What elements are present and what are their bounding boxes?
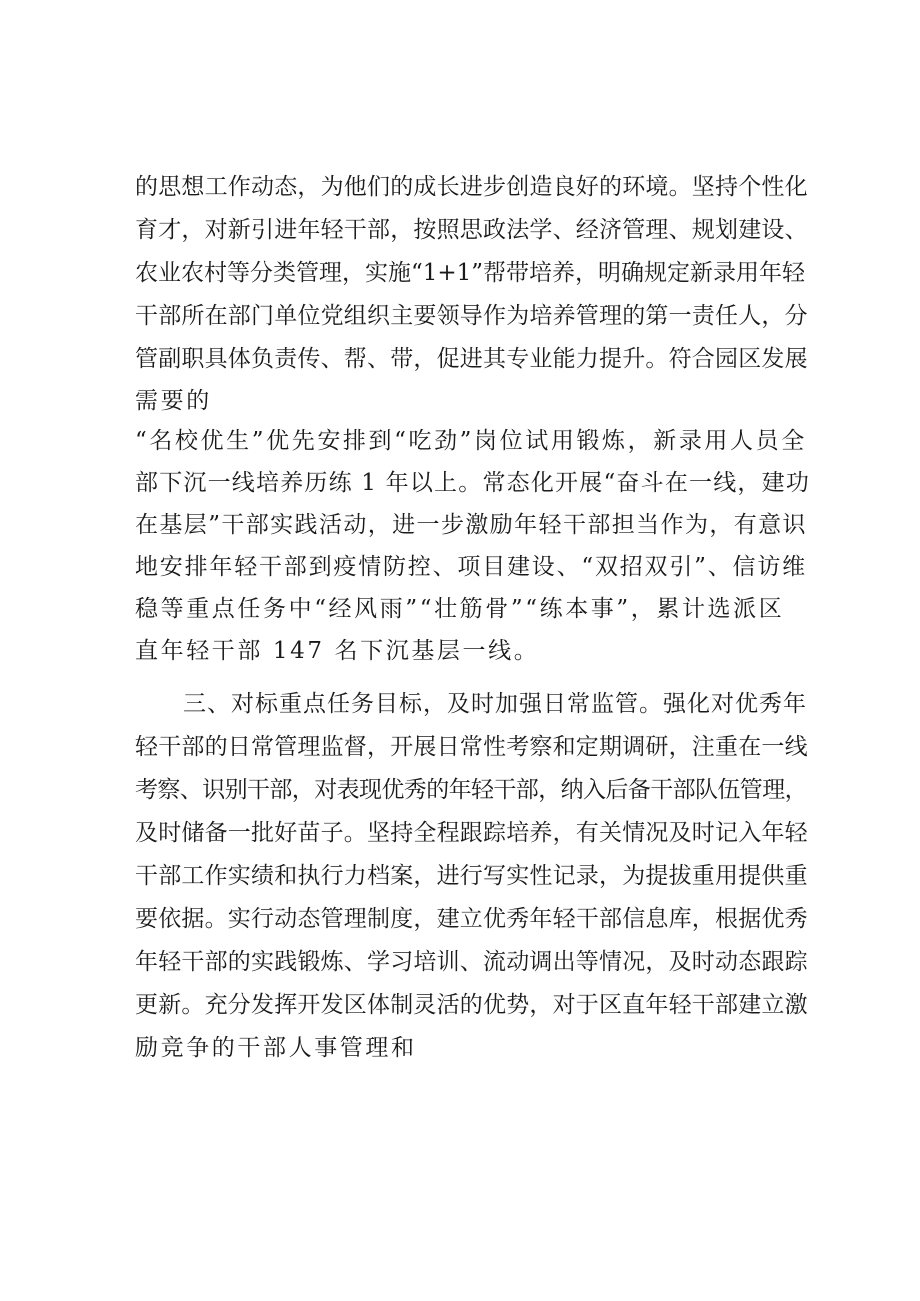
text-line: 农业农村等分类管理，实施“1+1”帮带培养，明确规定新录用年轻 [135,260,806,286]
text-line: 稳等重点任务中“经风雨”“壮筋骨”“练本事”，累计选派区 [135,596,785,622]
text-line: 励竞争的干部人事管理和 [135,1035,417,1061]
text-line: “名校优生”优先安排到“吃劲”岗位试用锻炼，新录用人员全 [135,428,807,454]
text-line: 考察、识别干部，对表现优秀的年轻干部，纳入后备干部队伍管理， [135,777,808,803]
text-line: 直年轻干部 147 名下沉基层一线。 [135,638,540,664]
text-line: 及时储备一批好苗子。坚持全程跟踪培养，有关情况及时记入年轻 [135,820,808,846]
text-line: 干部所在部门单位党组织主要领导作为培养管理的第一责任人，分 [135,303,808,329]
text-line: 育才，对新引进年轻干部，按照思政法学、经济管理、规划建设、 [135,217,808,243]
text-line: 需要的 [135,388,212,414]
text-line: 地安排年轻干部到疫情防控、项目建设、“双招双引”、信访维 [135,554,807,580]
text-line: 干部工作实绩和执行力档案，进行写实性记录，为提拔重用提供重 [135,863,808,889]
text-line: 部下沉一线培养历练 1 年以上。常态化开展“奋斗在一线，建功 [135,470,811,496]
text-line: 三、对标重点任务目标，及时加强日常监管。强化对优秀年 [135,691,807,717]
text-line: 在基层”干部实践活动，进一步激励年轻干部担当作为，有意识 [135,512,807,538]
text-line: 年轻干部的实践锻炼、学习培训、流动调出等情况，及时动态跟踪 [135,949,808,975]
text-line: 更新。充分发挥开发区体制灵活的优势，对于区直年轻干部建立激 [135,992,808,1018]
text-line: 要依据。实行动态管理制度，建立优秀年轻干部信息库，根据优秀 [135,906,808,932]
text-line: 管副职具体负责传、帮、带，促进其专业能力提升。符合园区发展 [135,346,808,372]
text-line: 的思想工作动态，为他们的成长进步创造良好的环境。坚持个性化 [135,174,808,200]
text-line: 轻干部的日常管理监督，开展日常性考察和定期调研，注重在一线 [135,734,808,760]
